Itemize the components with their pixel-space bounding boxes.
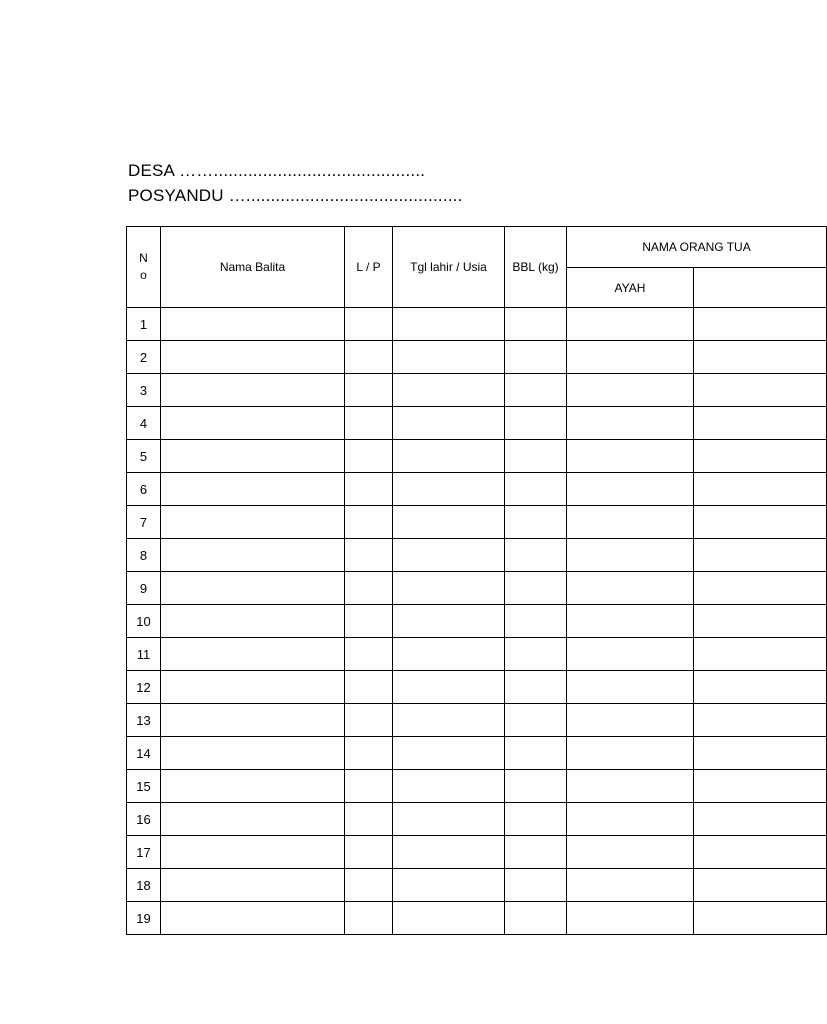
bbl-cell[interactable] xyxy=(505,671,567,704)
ibu-cell[interactable] xyxy=(694,869,827,902)
ibu-cell[interactable] xyxy=(694,473,827,506)
ayah-cell[interactable] xyxy=(567,407,694,440)
column-header-nama-orang-tua: NAMA ORANG TUA xyxy=(567,227,827,268)
column-header-ayah: AYAH xyxy=(567,268,694,308)
ibu-cell[interactable] xyxy=(694,407,827,440)
ayah-cell[interactable] xyxy=(567,506,694,539)
column-header-tgl-lahir: Tgl lahir / Usia xyxy=(393,227,505,308)
bbl-cell[interactable] xyxy=(505,539,567,572)
lp-cell[interactable] xyxy=(345,374,393,407)
table-row xyxy=(127,341,827,374)
row-number: 13 xyxy=(127,704,161,737)
column-header-no-text xyxy=(139,251,148,282)
bbl-cell[interactable] xyxy=(505,506,567,539)
column-header-ibu xyxy=(694,268,827,308)
row-number: 14 xyxy=(127,737,161,770)
column-header-bbl: BBL (kg) xyxy=(505,227,567,308)
tgl-lahir-cell[interactable] xyxy=(393,341,505,374)
lp-cell[interactable] xyxy=(345,539,393,572)
tgl-lahir-cell[interactable] xyxy=(393,770,505,803)
bbl-cell[interactable] xyxy=(505,374,567,407)
bbl-cell[interactable] xyxy=(505,836,567,869)
table-row xyxy=(127,506,827,539)
column-header-no xyxy=(127,227,161,308)
tgl-lahir-cell[interactable] xyxy=(393,869,505,902)
balita-register-table xyxy=(126,226,827,935)
tgl-lahir-cell[interactable] xyxy=(393,374,505,407)
table-row xyxy=(127,902,827,935)
ibu-cell[interactable] xyxy=(694,506,827,539)
tgl-lahir-cell[interactable] xyxy=(393,572,505,605)
table-row xyxy=(127,539,827,572)
column-header-no-char: N xyxy=(139,251,148,265)
lp-cell[interactable] xyxy=(345,770,393,803)
lp-cell[interactable] xyxy=(345,440,393,473)
ayah-cell[interactable] xyxy=(567,770,694,803)
tgl-lahir-cell[interactable] xyxy=(393,539,505,572)
row-number: 10 xyxy=(127,605,161,638)
row-number: 16 xyxy=(127,803,161,836)
nama-balita-cell[interactable] xyxy=(161,902,345,935)
ibu-cell[interactable] xyxy=(694,539,827,572)
bbl-cell[interactable] xyxy=(505,407,567,440)
nama-balita-cell[interactable] xyxy=(161,638,345,671)
lp-cell[interactable] xyxy=(345,308,393,341)
table-row xyxy=(127,869,827,902)
nama-balita-cell[interactable] xyxy=(161,539,345,572)
table-row xyxy=(127,638,827,671)
register-table-viewport xyxy=(126,226,751,932)
column-header-no-char: o xyxy=(140,268,147,282)
ibu-cell[interactable] xyxy=(694,704,827,737)
ayah-cell[interactable] xyxy=(567,638,694,671)
row-number: 8 xyxy=(127,539,161,572)
lp-cell[interactable] xyxy=(345,638,393,671)
row-number: 15 xyxy=(127,770,161,803)
tgl-lahir-cell[interactable] xyxy=(393,803,505,836)
nama-balita-cell[interactable] xyxy=(161,770,345,803)
nama-balita-cell[interactable] xyxy=(161,374,345,407)
tgl-lahir-cell[interactable] xyxy=(393,506,505,539)
ayah-cell[interactable] xyxy=(567,671,694,704)
bbl-cell[interactable] xyxy=(505,704,567,737)
nama-balita-cell[interactable] xyxy=(161,407,345,440)
ayah-cell[interactable] xyxy=(567,440,694,473)
ibu-cell[interactable] xyxy=(694,572,827,605)
bbl-cell[interactable] xyxy=(505,770,567,803)
table-row xyxy=(127,671,827,704)
row-number: 2 xyxy=(127,341,161,374)
table-row xyxy=(127,572,827,605)
posyandu-field-label: POSYANDU …............................................ xyxy=(128,186,463,205)
lp-cell[interactable] xyxy=(345,572,393,605)
column-header-lp: L / P xyxy=(345,227,393,308)
tgl-lahir-cell[interactable] xyxy=(393,605,505,638)
table-row xyxy=(127,473,827,506)
table-row xyxy=(127,704,827,737)
ayah-cell[interactable] xyxy=(567,803,694,836)
lp-cell[interactable] xyxy=(345,869,393,902)
lp-cell[interactable] xyxy=(345,473,393,506)
row-number: 19 xyxy=(127,902,161,935)
ibu-cell[interactable] xyxy=(694,341,827,374)
tgl-lahir-cell[interactable] xyxy=(393,440,505,473)
tgl-lahir-cell[interactable] xyxy=(393,638,505,671)
bbl-cell[interactable] xyxy=(505,572,567,605)
ayah-cell[interactable] xyxy=(567,836,694,869)
desa-field-label: DESA ……........................................... xyxy=(128,161,426,180)
row-number: 6 xyxy=(127,473,161,506)
bbl-cell[interactable] xyxy=(505,638,567,671)
row-number: 3 xyxy=(127,374,161,407)
tgl-lahir-cell[interactable] xyxy=(393,704,505,737)
table-row xyxy=(127,308,827,341)
table-row xyxy=(127,737,827,770)
nama-balita-cell[interactable] xyxy=(161,341,345,374)
ayah-cell[interactable] xyxy=(567,374,694,407)
bbl-cell[interactable] xyxy=(505,803,567,836)
ibu-cell[interactable] xyxy=(694,737,827,770)
nama-balita-cell[interactable] xyxy=(161,473,345,506)
lp-cell[interactable] xyxy=(345,836,393,869)
table-row xyxy=(127,374,827,407)
nama-balita-cell[interactable] xyxy=(161,572,345,605)
bbl-cell[interactable] xyxy=(505,869,567,902)
row-number: 9 xyxy=(127,572,161,605)
lp-cell[interactable] xyxy=(345,341,393,374)
nama-balita-cell[interactable] xyxy=(161,605,345,638)
ibu-cell[interactable] xyxy=(694,671,827,704)
lp-cell[interactable] xyxy=(345,605,393,638)
table-row xyxy=(127,770,827,803)
row-number: 4 xyxy=(127,407,161,440)
ibu-cell[interactable] xyxy=(694,902,827,935)
table-row xyxy=(127,605,827,638)
lp-cell[interactable] xyxy=(345,506,393,539)
ibu-cell[interactable] xyxy=(694,374,827,407)
bbl-cell[interactable] xyxy=(505,440,567,473)
bbl-cell[interactable] xyxy=(505,605,567,638)
ibu-cell[interactable] xyxy=(694,770,827,803)
row-number: 17 xyxy=(127,836,161,869)
ayah-cell[interactable] xyxy=(567,341,694,374)
table-row xyxy=(127,803,827,836)
ayah-cell[interactable] xyxy=(567,572,694,605)
lp-cell[interactable] xyxy=(345,803,393,836)
ayah-cell[interactable] xyxy=(567,704,694,737)
lp-cell[interactable] xyxy=(345,737,393,770)
ibu-cell[interactable] xyxy=(694,638,827,671)
nama-balita-cell[interactable] xyxy=(161,671,345,704)
nama-balita-cell[interactable] xyxy=(161,836,345,869)
ibu-cell[interactable] xyxy=(694,803,827,836)
register-table-body xyxy=(127,308,827,935)
row-number: 5 xyxy=(127,440,161,473)
ayah-cell[interactable] xyxy=(567,308,694,341)
row-number: 11 xyxy=(127,638,161,671)
table-row xyxy=(127,836,827,869)
tgl-lahir-cell[interactable] xyxy=(393,737,505,770)
nama-balita-cell[interactable] xyxy=(161,803,345,836)
ibu-cell[interactable] xyxy=(694,308,827,341)
row-number: 12 xyxy=(127,671,161,704)
lp-cell[interactable] xyxy=(345,902,393,935)
row-number: 1 xyxy=(127,308,161,341)
nama-balita-cell[interactable] xyxy=(161,704,345,737)
row-number: 7 xyxy=(127,506,161,539)
ayah-cell[interactable] xyxy=(567,473,694,506)
tgl-lahir-cell[interactable] xyxy=(393,407,505,440)
nama-balita-cell[interactable] xyxy=(161,737,345,770)
ayah-cell[interactable] xyxy=(567,902,694,935)
table-row xyxy=(127,440,827,473)
tgl-lahir-cell[interactable] xyxy=(393,308,505,341)
ayah-cell[interactable] xyxy=(567,605,694,638)
ayah-cell[interactable] xyxy=(567,737,694,770)
nama-balita-cell[interactable] xyxy=(161,869,345,902)
table-row xyxy=(127,407,827,440)
lp-cell[interactable] xyxy=(345,671,393,704)
tgl-lahir-cell[interactable] xyxy=(393,473,505,506)
tgl-lahir-cell[interactable] xyxy=(393,671,505,704)
bbl-cell[interactable] xyxy=(505,737,567,770)
ibu-cell[interactable] xyxy=(694,440,827,473)
column-header-nama-balita: Nama Balita xyxy=(161,227,345,308)
bbl-cell[interactable] xyxy=(505,902,567,935)
tgl-lahir-cell[interactable] xyxy=(393,902,505,935)
bbl-cell[interactable] xyxy=(505,308,567,341)
ayah-cell[interactable] xyxy=(567,869,694,902)
lp-cell[interactable] xyxy=(345,407,393,440)
tgl-lahir-cell[interactable] xyxy=(393,836,505,869)
nama-balita-cell[interactable] xyxy=(161,308,345,341)
nama-balita-cell[interactable] xyxy=(161,506,345,539)
ibu-cell[interactable] xyxy=(694,836,827,869)
nama-balita-cell[interactable] xyxy=(161,440,345,473)
ibu-cell[interactable] xyxy=(694,605,827,638)
bbl-cell[interactable] xyxy=(505,473,567,506)
lp-cell[interactable] xyxy=(345,704,393,737)
ayah-cell[interactable] xyxy=(567,539,694,572)
bbl-cell[interactable] xyxy=(505,341,567,374)
row-number: 18 xyxy=(127,869,161,902)
